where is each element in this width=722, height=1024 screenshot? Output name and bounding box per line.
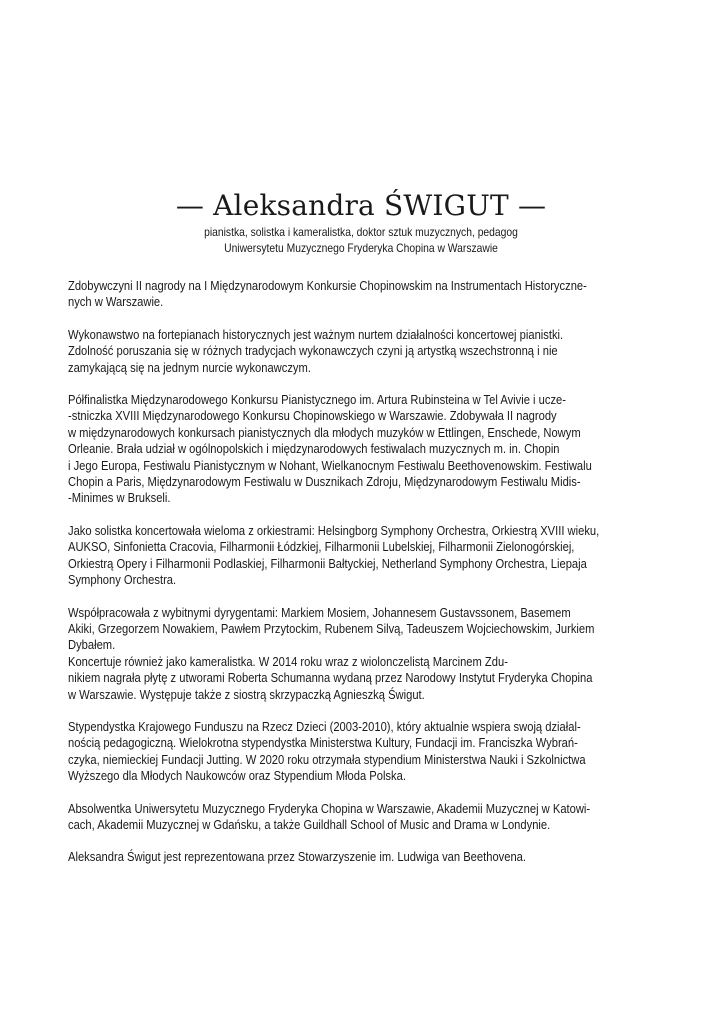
text-line: nikiem nagrała płytę z utworami Roberta Schumanna wydaną przez Narodowy Instytut Fryderyka Chopina (68, 670, 593, 686)
paragraph-orchestras (68, 523, 654, 589)
paragraph-conductors (68, 605, 654, 654)
paragraph-historical-instruments (68, 327, 654, 376)
text-line: Stypendystka Krajowego Funduszu na Rzecz Dzieci (2003-2010), który aktualnie wspiera swoją działal- (68, 718, 581, 734)
text-line: Chopin a Paris, Międzynarodowym Festiwalu w Dusznikach Zdroju, Międzynarodowym Festiwalu Midis- (68, 474, 581, 490)
text-line: w międzynarodowych konkursach pianistycznych dla młodych muzyków w Ettlingen, Enschede, Nowym (68, 424, 581, 440)
text-line: i Jego Europa, Festiwalu Pianistycznym w Nohant, Wielkanocnym Festiwalu Beethovenowskim. Festiwalu (68, 457, 592, 473)
page-header (0, 188, 722, 256)
text-line: Zdobywczyni II nagrody na I Międzynarodowym Konkursie Chopinowskim na Instrumentach Historyczne- (68, 278, 587, 293)
text-line: Absolwentka Uniwersytetu Muzycznego Fryderyka Chopina w Warszawie, Akademii Muzycznej w Katowi- (68, 800, 591, 816)
text-line: Wyższego dla Młodych Naukowców oraz Stypendium Młoda Polska. (68, 768, 406, 784)
subtitle-line-2: Uniwersytetu Muzycznego Fryderyka Chopina w Warszawie (224, 241, 498, 255)
text-line: Aleksandra Świgut jest reprezentowana przez Stowarzyszenie im. Ludwiga van Beethovena. (68, 849, 527, 865)
text-line: zamykającą się na jednym nurcie wykonawczym. (68, 359, 311, 375)
text-line: Współpracowała z wybitnymi dyrygentami: Markiem Mosiem, Johannesem Gustavssonem, Basemem (68, 604, 571, 620)
text-line: nych w Warszawie. (68, 294, 164, 310)
text-line: Koncertuje również jako kameralistka. W 2014 roku wraz z wiolonczelistą Marcinem Zdu- (68, 653, 508, 669)
subtitle-line-1: pianistka, solistka i kameralistka, doktor sztuk muzycznych, pedagog (204, 225, 518, 239)
text-line: w Warszawie. Występuje także z siostrą skrzypaczką Agnieszką Świgut. (68, 686, 425, 702)
paragraph-chamber-music (68, 654, 654, 703)
paragraph-representation (68, 849, 654, 865)
text-line: Symphony Orchestra. (68, 572, 177, 588)
text-line: nością pedagogiczną. Wielokrotna stypendystka Ministerstwa Kultury, Fundacji im. Franciszka Wybrań- (68, 735, 578, 751)
text-line: Orleanie. Brała udział w ogólnopolskich i międzynarodowych festiwalach muzycznych m. in. Chopin (68, 441, 560, 457)
text-line: Akiki, Grzegorzem Nowakiem, Pawłem Przytockim, Rubenem Silvą, Tadeuszem Wojciechowskim, Jurkiem (68, 620, 595, 636)
text-line: cach, Akademii Muzycznej w Gdańsku, a także Guildhall School of Music and Drama w Londynie. (68, 816, 551, 832)
page-title: — Aleksandra ŚWIGUT — (175, 189, 547, 222)
text-line: Dybałem. (68, 637, 116, 653)
biography-body (68, 278, 654, 882)
text-line: -stniczka XVIII Międzynarodowego Konkursu Chopinowskiego w Warszawie. Zdobywała II nagrody (68, 408, 557, 424)
text-line: Zdolność poruszania się w różnych tradycjach wykonawczych czyni ją artystką wszechstronną i nie (68, 343, 558, 359)
text-line: Jako solistka koncertowała wieloma z orkiestrami: Helsingborg Symphony Orchestra, Orkiestrą XVIII wieku, (68, 522, 600, 538)
paragraph-award (68, 278, 654, 311)
text-line: Wykonawstwo na fortepianach historycznych jest ważnym nurtem działalności koncertowej pianistki. (68, 326, 564, 342)
paragraph-scholarships (68, 719, 654, 785)
text-line: AUKSO, Sinfonietta Cracovia, Filharmonii Łódzkiej, Filharmonii Lubelskiej, Filharmonii Zielonogórskiej, (68, 539, 575, 555)
text-line: Orkiestrą Opery i Filharmonii Podlaskiej, Filharmonii Bałtyckiej, Netherland Symphony Orchestra, Liepaja (68, 555, 587, 571)
text-line: -Minimes w Brukseli. (68, 490, 171, 506)
paragraph-education (68, 801, 654, 834)
text-line: Półfinalistka Międzynarodowego Konkursu Pianistycznego im. Artura Rubinsteina w Tel Avivie i ucze- (68, 392, 566, 408)
paragraph-competitions (68, 392, 654, 507)
text-line: czyka, niemieckiej Fundacji Jutting. W 2020 roku otrzymała stypendium Ministerstwa Nauki i Szkolnictwa (68, 751, 586, 767)
